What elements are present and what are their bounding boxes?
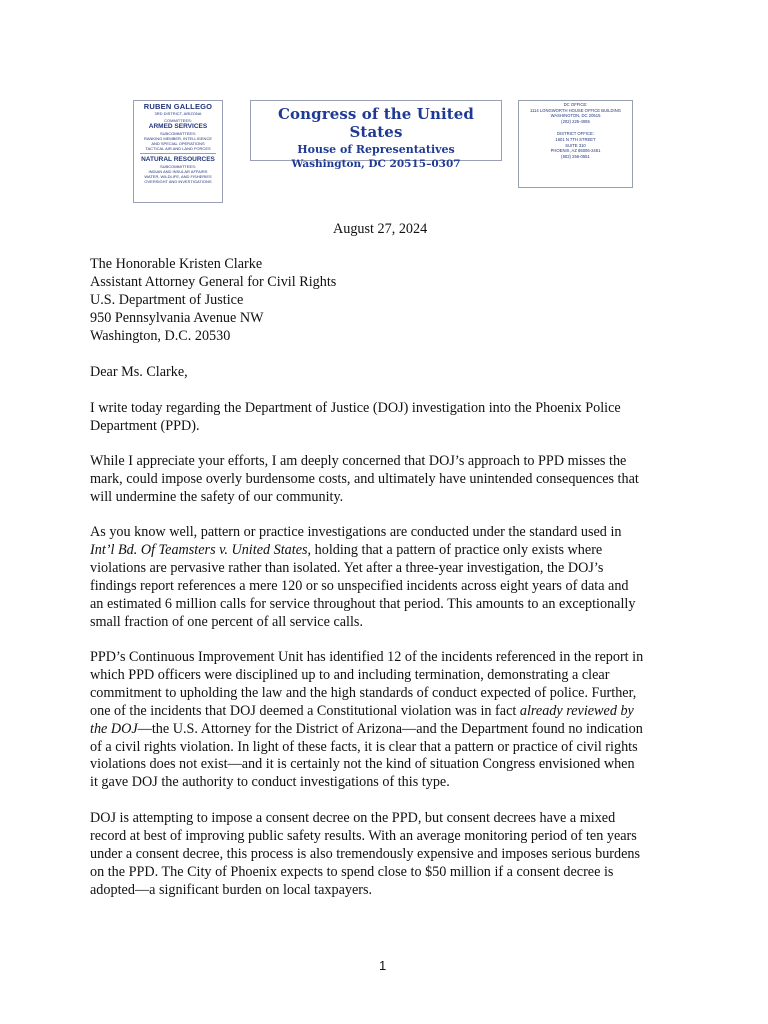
- emphasis-text: the DOJ: [90, 720, 138, 737]
- committees-label: COMMITTEES:: [164, 118, 192, 123]
- member-info-box: [133, 100, 223, 203]
- address-line: U.S. Department of Justice: [90, 291, 244, 308]
- paragraph-line: Department (PPD).: [90, 417, 200, 434]
- dc-office-line: 1114 LONGWORTH HOUSE OFFICE BUILDING: [530, 107, 621, 113]
- paragraph-line: findings report references a mere 120 or so unspecified incidents across eight years of data and: [90, 577, 629, 594]
- address-line: 950 Pennsylvania Avenue NW: [90, 309, 264, 326]
- member-district: 3RD DISTRICT, ARIZONA: [154, 111, 202, 116]
- paragraph-concerns: [90, 453, 639, 507]
- paragraph-line: will undermine the safety of our community.: [90, 488, 344, 505]
- subcommittee-item: TACTICAL AIR AND LAND FORCES: [145, 146, 211, 151]
- case-citation: Int’l Bd. Of Teamsters v. United States: [90, 541, 308, 558]
- paragraph-consent-decree: [90, 810, 640, 900]
- paragraph-line: violations are pervasive rather than isolated. Yet after a three-year investigation, the DOJ’s: [90, 559, 604, 576]
- paragraph-line: As you know well, pattern or practice investigations are conducted under the standard used in: [90, 524, 622, 540]
- paragraph-line: PPD’s Continuous Improvement Unit has identified 12 of the incidents referenced in the report in: [90, 649, 644, 665]
- district-office-line: SUITE 310: [565, 142, 586, 148]
- committee-armed-services: ARMED SERVICES: [148, 123, 208, 130]
- dc-office-line: WASHINGTON, DC 20515: [550, 113, 601, 119]
- recipient-address: [90, 256, 336, 346]
- paragraph-line: of a civil rights violation. In light of these facts, it is clear that a pattern or practice of civil rights: [90, 738, 638, 755]
- address-line: Washington, D.C. 20530: [90, 327, 231, 344]
- house-address: Washington, DC 20515–0307: [291, 158, 461, 170]
- paragraph-line: While I appreciate your efforts, I am deeply concerned that DOJ’s approach to PPD misses the: [90, 453, 627, 469]
- paragraph-line: Int’l Bd. Of Teamsters v. United States, holding that a pattern of practice only exists where: [90, 541, 603, 558]
- subcommittee-item: INDIAN AND INSULAR AFFAIRS: [148, 169, 208, 174]
- paragraph-line: commitment to upholding the law and the high standards of conduct expected of police. Further,: [90, 684, 637, 701]
- dc-office-phone: (202) 225-4065: [561, 118, 590, 124]
- page-number: 1: [379, 958, 387, 973]
- congress-header: [250, 100, 502, 170]
- paragraph-line: the DOJ—the U.S. Attorney for the District of Arizona—and the Department found no indication: [90, 720, 643, 737]
- member-name: RUBEN GALLEGO: [143, 102, 213, 111]
- paragraph-line: which PPD officers were disciplined up to and including termination, demonstrating a clear: [90, 666, 610, 683]
- paragraph-line: DOJ is attempting to impose a consent decree on the PPD, but consent decrees have a mixed: [90, 810, 616, 826]
- district-office-label: DISTRICT OFFICE:: [557, 131, 594, 137]
- paragraph-line: record at best of improving public safety results. With an average monitoring period of ten years: [90, 827, 637, 844]
- congress-title: Congress of the United States: [277, 105, 475, 141]
- subcommittee-item: AND SPECIAL OPERATIONS: [151, 141, 205, 146]
- subcommittee-item: RANKING MEMBER, INTELLIGENCE: [143, 136, 212, 141]
- salutation: Dear Ms. Clarke,: [90, 364, 188, 380]
- paragraph-line: on the PPD. The City of Phoenix expects to spend close to $50 million if a consent decree is: [90, 863, 614, 880]
- paragraph-line: I write today regarding the Department of Justice (DOJ) investigation into the Phoenix Police: [90, 400, 621, 416]
- district-office-line: PHOENIX, AZ 85006-2461: [550, 148, 601, 154]
- paragraph-line: small fraction of one percent of all service calls.: [90, 613, 363, 630]
- paragraph-line: it gave DOJ the authority to conduct investigations of this type.: [90, 774, 450, 791]
- office-info-box: [518, 100, 633, 188]
- address-line: The Honorable Kristen Clarke: [90, 256, 263, 272]
- letter-date: August 27, 2024: [333, 221, 428, 237]
- district-office-phone: (602) 256-0551: [561, 153, 590, 159]
- committee-natural-resources: NATURAL RESOURCES: [141, 156, 215, 163]
- paragraph-line: under a consent decree, this process is also tremendously expensive and imposes serious burdens: [90, 845, 641, 862]
- paragraph-line: one of the incidents that DOJ deemed a Constitutional violation was in fact already reviewed by: [90, 702, 634, 719]
- paragraph-improvement-unit: [90, 649, 643, 792]
- paragraph-intro: [90, 400, 621, 436]
- subcommittee-item: WATER, WILDLIFE, AND FISHERIES: [144, 174, 212, 179]
- paragraph-pattern-practice: [90, 524, 635, 631]
- subcommittees-label: SUBCOMMITTEES:: [159, 131, 196, 136]
- paragraph-line: an estimated 6 million calls for service throughout that period. This amounts to an exceptionally: [90, 595, 636, 612]
- address-line: Assistant Attorney General for Civil Rights: [90, 273, 337, 290]
- paragraph-line: violations does not exist—and it is certainly not the kind of situation Congress envisioned when: [90, 756, 635, 773]
- house-title: House of Representatives: [297, 143, 455, 156]
- paragraph-line: mark, could impose overly burdensome costs, and ultimately have unintended consequences that: [90, 470, 639, 487]
- divider: [140, 153, 216, 154]
- dc-office-label: DC OFFICE:: [563, 102, 588, 107]
- emphasis-text: already reviewed by: [519, 702, 634, 719]
- paragraph-line: adopted—a significant burden on local taxpayers.: [90, 881, 373, 898]
- district-office-line: 1601 N 7TH STREET: [555, 136, 596, 142]
- subcommittees-label: SUBCOMMITTEES:: [159, 164, 196, 169]
- subcommittee-item: OVERSIGHT AND INVESTIGATIONS: [144, 179, 212, 184]
